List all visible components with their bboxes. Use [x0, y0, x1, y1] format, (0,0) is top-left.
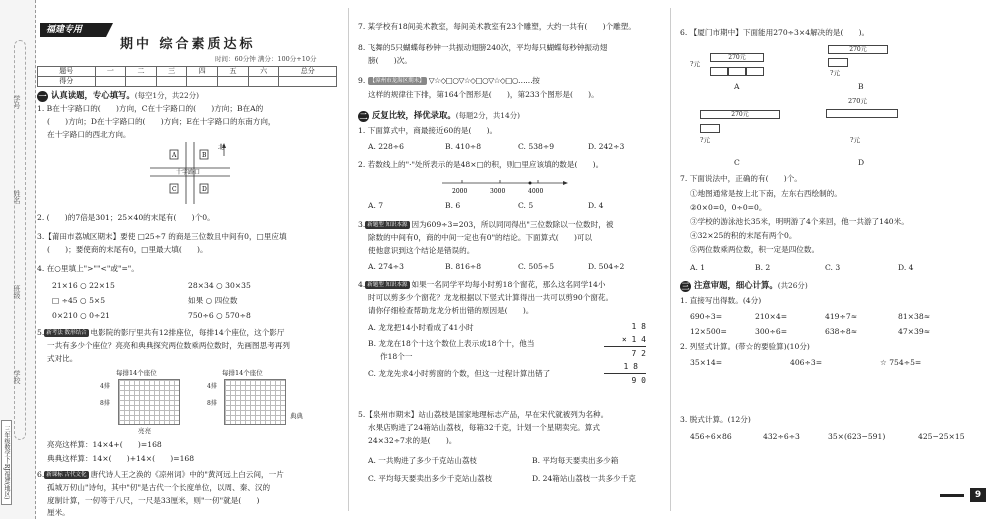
section-2-heading [358, 110, 520, 122]
m-q9-line2: 这样的规律往下排，第164个图形是( )，第233个图形是( )。 [368, 90, 599, 99]
q3-text-a: 【莆田市荔城区期末】要使 □25÷7 的商是三位数且中间有0，□里应填 [44, 232, 287, 241]
q6-line2: 孤城万仞山"诗句，其中"仞"是古代一个长度单位，以周、秦、汉的 [47, 483, 271, 492]
q1-line3: 在十字路口的西北方向。 [47, 130, 131, 139]
section-2-title: 反复比较，择优录取。 [372, 110, 456, 120]
q3-line1 [37, 232, 287, 242]
q5-line1 [37, 328, 284, 338]
m3-line2: 除数的中间有0，商的中间一定也有0"的结论。下面算式( )可以 [368, 233, 593, 242]
r7-opt-c: C. 3 [825, 263, 841, 272]
m4-number: 4. [358, 280, 366, 289]
c2: 2. 列竖式计算。(带☆的要验算)(10分) [680, 342, 810, 351]
c1-r1-4: 81×38≈ [898, 312, 931, 321]
m4-line3: 请你仔细检查帮助龙龙分析出错的原因是( )。 [368, 306, 534, 315]
m4-opt-a: A. 龙龙把14小时看成了41小时 [368, 323, 474, 332]
q6-line3: 度制计算，一仞等于八尺，一尺是33厘米，则"一仞"就是( ) [47, 496, 260, 505]
c2-item-2: 406÷3= [790, 358, 823, 367]
fig-c-part-bar [700, 124, 720, 133]
vert-row-1: 1 8 [631, 322, 646, 331]
m1-opt-b: B. 410÷8 [445, 142, 482, 151]
m3-pill: 新题型 知识本源 [367, 222, 408, 228]
r6: 6. 【厦门市期中】下面能用270÷3×4解决的是( )。 [680, 28, 870, 37]
section-1-heading [37, 90, 199, 102]
binding-margin [0, 0, 36, 519]
c3-item-3: 35×(623−591) [828, 432, 886, 441]
tick-3000: 3000 [490, 188, 506, 195]
q2: 2. ( )的7倍是301；25×40的末尾有( )个0。 [37, 213, 215, 222]
q6-line1 [37, 470, 284, 480]
c1-r2-4: 47×39≈ [898, 327, 931, 336]
m4-opt-b2: 作18个一 [380, 352, 413, 361]
fig-d-total: 270元 [848, 97, 867, 105]
q6-number: 6. [37, 470, 45, 479]
m2-opt-c: C. 5 [518, 201, 534, 210]
fig-c-label: C [734, 158, 740, 167]
r7: 7. 下面说法中，正确的有( )个。 [680, 174, 802, 183]
row-label-4b: 4排 [207, 383, 217, 390]
m2-opt-a: A. 7 [368, 201, 384, 210]
c1-r2-2: 300÷6= [755, 327, 788, 336]
score-header-cell: 一 [95, 67, 126, 77]
q9-pill: 【漳州市龙海区期末】 [369, 78, 425, 84]
m4-line1 [358, 280, 605, 290]
vert-row-3: 7 2 [631, 349, 646, 358]
q3-number: 3. [37, 232, 45, 241]
fig-c-total-bar: 270元 [700, 110, 780, 119]
section-3-heading [680, 280, 808, 292]
fig-a-label: A [734, 82, 740, 91]
q3-line2: ( )；要使商的末尾有0，□里最大填( )。 [47, 245, 208, 254]
score-cell[interactable] [248, 77, 279, 87]
section-2-badge: 二 [359, 112, 368, 121]
m1-opt-d: D. 242÷3 [588, 142, 625, 151]
section-1-badge: 一 [38, 92, 47, 101]
m1: 1. 下面算式中，商最接近60的是( )。 [358, 126, 498, 135]
score-header-cell: 题号 [38, 67, 96, 77]
m4-opt-b: B. 龙龙在18个十这个数位上表示成18个十，他当 [368, 339, 535, 348]
r7-opt-a: A. 1 [690, 263, 706, 272]
m4-opt-c: C. 龙龙先求4小时剪窗的个数，但这一过程计算出错了 [368, 369, 551, 378]
q5-number: 5. [37, 328, 45, 337]
c1-r1-3: 419÷7≈ [825, 312, 858, 321]
row-label-8: 8排 [100, 400, 110, 407]
m5-text-1: 【泉州市期末】站山荔枝是国家地理标志产品，早在宋代就被列为名种。 [365, 410, 609, 419]
fig-b-part-bar [828, 58, 848, 67]
number-line [440, 175, 570, 197]
c3-item-2: 432÷6÷3 [763, 432, 800, 441]
page-number: 9 [970, 488, 986, 502]
score-cell[interactable] [279, 77, 337, 87]
vert-row-4: 1 8 [604, 360, 646, 374]
q4-r2c2: 如果 ○ 四位数 [188, 296, 238, 305]
score-cell[interactable] [156, 77, 187, 87]
r7-item-1: ①地图通常是按上北下南，左东右西绘制的。 [690, 189, 842, 198]
vert-row-2: × 1 4 [604, 333, 646, 347]
page-title: 期中 综合素质达标 [120, 37, 256, 52]
column-divider-2 [670, 8, 671, 511]
column-divider [348, 8, 349, 511]
c1: 1. 直接写出得数。(4分) [680, 296, 762, 305]
m5-line1 [358, 410, 608, 420]
cell-d: D [202, 186, 207, 193]
fig-a-q: ?元 [690, 60, 700, 68]
q4-r2c1: □ ÷45 ○ 5×5 [52, 296, 106, 305]
tick-4000: 4000 [528, 188, 544, 195]
m5-number: 5. [358, 410, 366, 419]
m4-line2: 时可以剪多少个窗花？龙龙根据以下竖式计算得出一共可以剪90个窗花。 [368, 293, 614, 302]
school-label: 学校 [13, 370, 21, 384]
cell-a: A [172, 152, 177, 159]
section-1-title: 认真读题，专心填写。 [51, 90, 135, 100]
c2-item-1: 35×14= [690, 358, 723, 367]
score-header-cell: 二 [126, 67, 157, 77]
section-3-note: (共26分) [777, 281, 808, 290]
m5-opt-a: A. 一共购进了多少千克站山荔枝 [368, 456, 478, 465]
fig-d-bar [826, 109, 898, 118]
section-2-note: (每题2分，共14分) [455, 111, 520, 120]
score-cell[interactable] [95, 77, 126, 87]
q1-line2: ( )方向；D在十字路口的( )方向；E在十字路口的东南方向， [47, 117, 276, 126]
m3-text-1: 因为609÷3=203，所以同同得出"三位数除以一位数时，被 [411, 220, 614, 229]
fig-d-q: ?元 [850, 136, 860, 144]
score-header-cell: 三 [156, 67, 187, 77]
page-bar [940, 494, 964, 497]
r7-item-4: ④32×25的积的末尾有两个0。 [690, 231, 797, 240]
m2: 2. 若数线上的"·"处所表示的是48×□的积，则□里应该填的数是( )。 [358, 160, 604, 169]
q6-line4: 厘米。 [47, 508, 70, 517]
m3-line3: 使他意识到这个结论是错误的。 [368, 246, 475, 255]
fig-a-part-bar [728, 67, 746, 76]
score-header-cell: 五 [218, 67, 249, 77]
m-q8-line2: 膀( )次。 [368, 56, 412, 65]
m5-line3: 24×32÷7求的是( )。 [368, 436, 457, 445]
q5-eq2: 典典这样算：14×( )+14×( )=168 [47, 454, 195, 463]
cell-c: C [172, 186, 177, 193]
m1-opt-a: A. 228÷6 [368, 142, 404, 151]
exam-meta: 时间：60分钟 满分：100分+10分 [215, 55, 317, 63]
student-id-label: 学号 [13, 95, 21, 109]
m-q9-line1 [358, 76, 539, 86]
section-3-badge: 三 [681, 282, 690, 291]
liang-seat-grid [118, 379, 180, 425]
dian-name: 典典 [290, 412, 303, 420]
crossroad-label: 十字路口 [176, 169, 201, 176]
vert-row-5: 9 0 [631, 376, 646, 385]
fig-b-total-bar: 270元 [828, 45, 888, 54]
m5-opt-c: C. 平均每天要卖出多少千克站山荔枝 [368, 474, 493, 483]
vertical-calc [604, 320, 646, 387]
q5-line2: 一共有多少个座位？亮亮和典典探究两位数乘两位数时，先画图思考再列 [47, 341, 290, 350]
row-label-4: 4排 [100, 383, 110, 390]
c1-r1-2: 210×4= [755, 312, 788, 321]
q9-number: 9. [358, 76, 366, 85]
m3-opt-b: B. 816÷8 [445, 262, 482, 271]
m3-opt-a: A. 274÷3 [368, 262, 404, 271]
liang-grid-label: 每排14个座位 [116, 369, 157, 377]
score-cell[interactable] [218, 77, 249, 87]
c1-r2-1: 12×500= [690, 327, 727, 336]
score-row-label: 得分 [38, 77, 96, 87]
score-cell[interactable] [126, 77, 157, 87]
m2-opt-b: B. 6 [445, 201, 461, 210]
q4: 4. 在○里填上">""<"或"="。 [37, 264, 139, 273]
q5-pill: 新考法 数形结合 [46, 330, 87, 336]
north-label: 北 [218, 144, 225, 151]
m1-opt-c: C. 538÷9 [518, 142, 555, 151]
c1-r1-1: 690÷3= [690, 312, 723, 321]
cell-b: B [202, 152, 207, 159]
m3-number: 3. [358, 220, 366, 229]
fig-d-label: D [858, 158, 865, 167]
name-label: 姓名 [13, 190, 21, 204]
m3-line1 [358, 220, 613, 230]
row-label-8b: 8排 [207, 400, 217, 407]
q4-r1c1: 21×16 ○ 22×15 [52, 281, 115, 290]
c3-item-4: 425−25×15 [918, 432, 965, 441]
m5-line2: 水果店购进了24箱站山荔枝，每箱32千克，计划一个星期卖完。算式 [368, 423, 600, 432]
section-1-note: (每空1分，共22分) [134, 91, 199, 100]
fig-c-q: ?元 [700, 136, 710, 144]
q5-text-1: 电影院的影厅里共有12排座位，每排14个座位，这个影厅 [90, 328, 285, 337]
m4-text-1: 如果一名同学平均每小时剪18个窗花，那么这名同学14小 [411, 280, 606, 289]
c3-item-1: 456÷6×86 [690, 432, 732, 441]
tick-2000: 2000 [452, 188, 468, 195]
m2-opt-d: D. 4 [588, 201, 604, 210]
q4-r3c1: 0×210 ○ 0÷21 [52, 311, 110, 320]
m4-pill: 新题型 知识本源 [367, 282, 408, 288]
r7-opt-d: D. 4 [898, 263, 914, 272]
score-header-cell: 总分 [279, 67, 337, 77]
r7-item-2: ②0×0=0，0÷0=0。 [690, 203, 767, 212]
m-q7: 7. 某学校有18间美术教室，每间美术教室有23个雕塑，大约一共有( )个雕塑。 [358, 22, 636, 31]
m-q8-line1: 8. 飞舞的5只蝴蝶每秒钟一共振动翅膀240次，平均每只蝴蝶每秒钟振动翅 [358, 43, 608, 52]
fig-b-label: B [858, 82, 864, 91]
q5-eq1: 亮亮这样算：14×4+( )=168 [47, 440, 162, 449]
c3: 3. 脱式计算。(12分) [680, 415, 751, 424]
q5-line3: 式对比。 [47, 354, 78, 363]
c1-r2-3: 638÷8≈ [825, 327, 858, 336]
r7-item-3: ③学校的游泳池长35米，明明游了4个来回，他一共游了140米。 [690, 217, 909, 226]
fujian-tag: 福建专用 [40, 23, 106, 37]
q1-line1: 1. B在十字路口的( )方向，C在十字路口的( )方向；B在A的 [37, 104, 264, 113]
score-header-cell: 四 [187, 67, 218, 77]
crossroad-figure [150, 142, 230, 204]
q4-r3c2: 750÷6 ○ 570÷8 [188, 311, 251, 320]
score-header-cell: 六 [248, 67, 279, 77]
q9-shapes: ▽☆◇□○▽☆◇□○▽☆◇□○……按 [428, 76, 540, 85]
fig-a-part-bar [710, 67, 728, 76]
r7-item-5: ⑤两位数乘两位数，积一定是四位数。 [690, 245, 820, 254]
m5-opt-d: D. 24箱站山荔枝一共多少千克 [532, 474, 636, 483]
fig-b-q: ?元 [830, 69, 840, 77]
r7-opt-b: B. 2 [755, 263, 771, 272]
score-cell[interactable] [187, 77, 218, 87]
q6-text-1: 唐代诗人王之涣的《凉州词》中的"黄河远上白云间，一片 [90, 470, 284, 479]
book-strip: 三年级数学下·RJ福建(地区) [1, 420, 12, 505]
fig-a-part-bar [746, 67, 764, 76]
q4-r1c2: 28×34 ○ 30×35 [188, 281, 251, 290]
liang-name: 亮亮 [138, 427, 151, 435]
class-label: 班级 [13, 285, 21, 299]
dian-grid-label: 每排14个座位 [222, 369, 263, 377]
m5-opt-b: B. 平均每天要卖出多少箱 [532, 456, 619, 465]
fig-a-total-bar: 270元 [710, 53, 764, 62]
c2-item-3: ☆ 754÷5= [880, 358, 922, 367]
score-table [37, 66, 337, 87]
m3-opt-d: D. 504÷2 [588, 262, 625, 271]
dian-seat-grid [224, 379, 286, 425]
section-3-title: 注意审题，细心计算。 [694, 280, 778, 290]
q6-pill: 新课标 古代文化 [46, 472, 87, 478]
m3-opt-c: C. 505÷5 [518, 262, 555, 271]
